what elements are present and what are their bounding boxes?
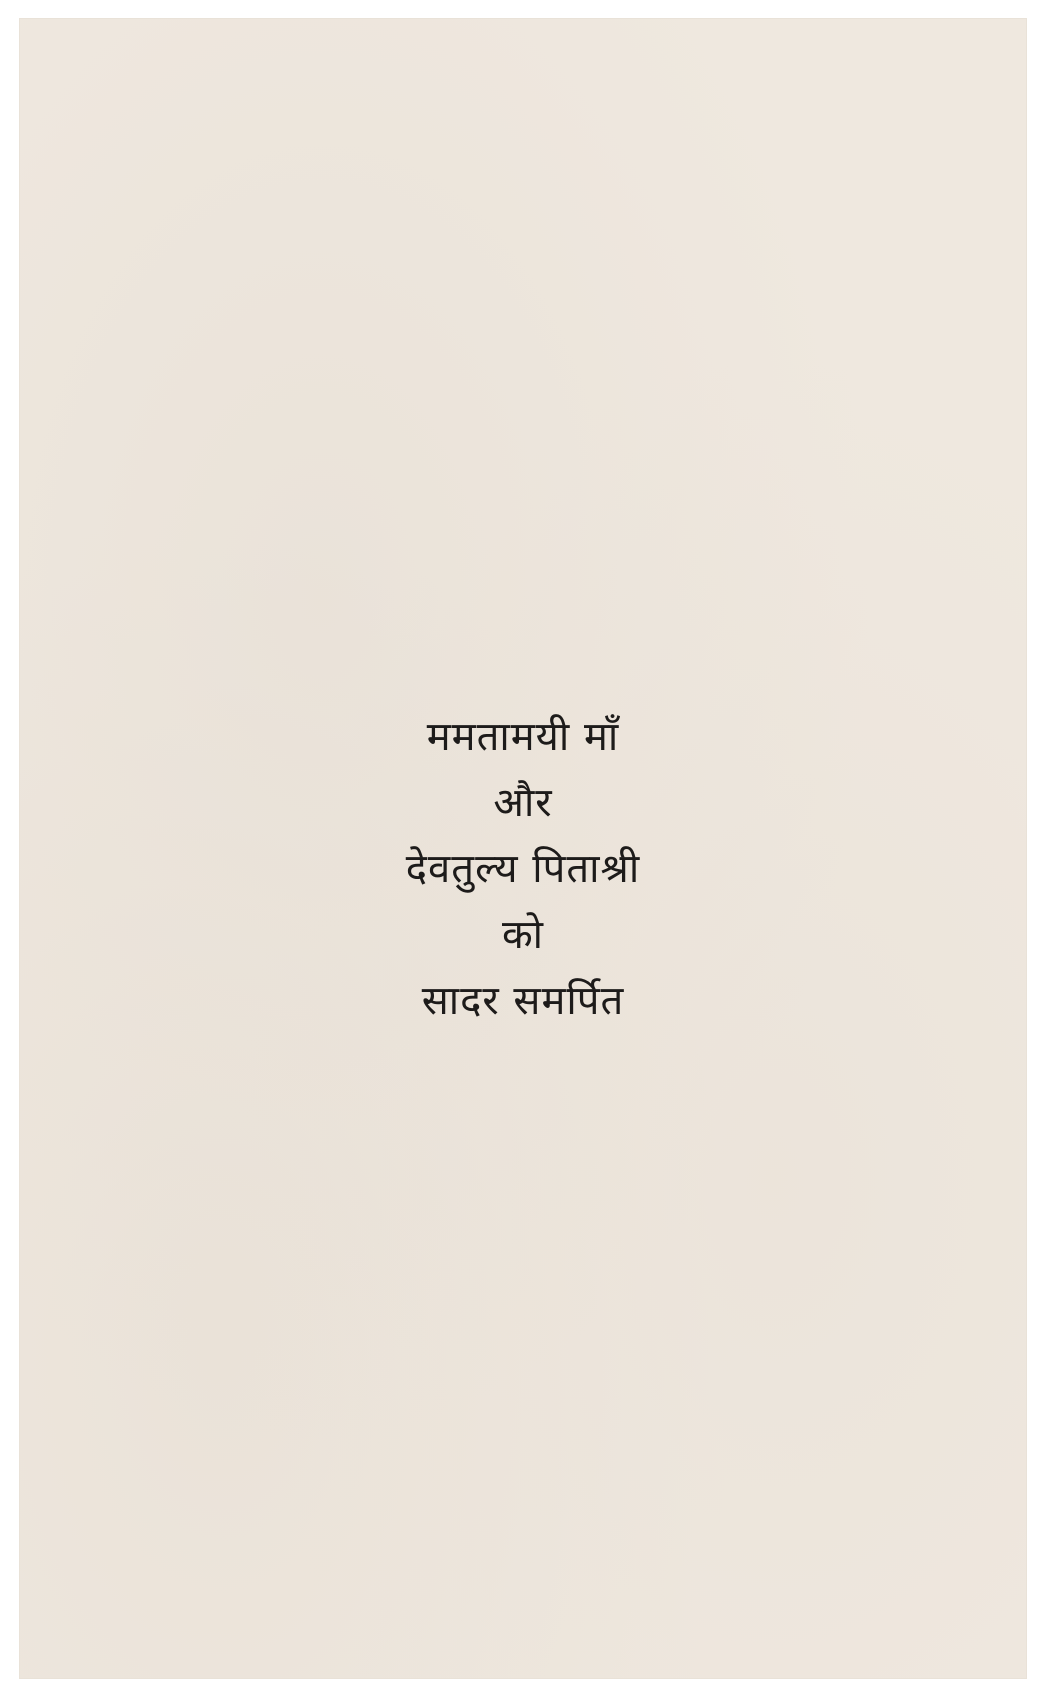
dedication-line-to: को xyxy=(501,912,545,958)
dedication-text xyxy=(20,704,1026,1034)
dedication-line-mother: ममतामयी माँ xyxy=(426,714,620,760)
dedication-line-and: और xyxy=(493,780,553,826)
book-page xyxy=(20,19,1026,1678)
dedication-line-father: देवतुल्य पिताश्री xyxy=(405,846,641,892)
dedication-line-dedicated: सादर समर्पित xyxy=(421,978,625,1024)
